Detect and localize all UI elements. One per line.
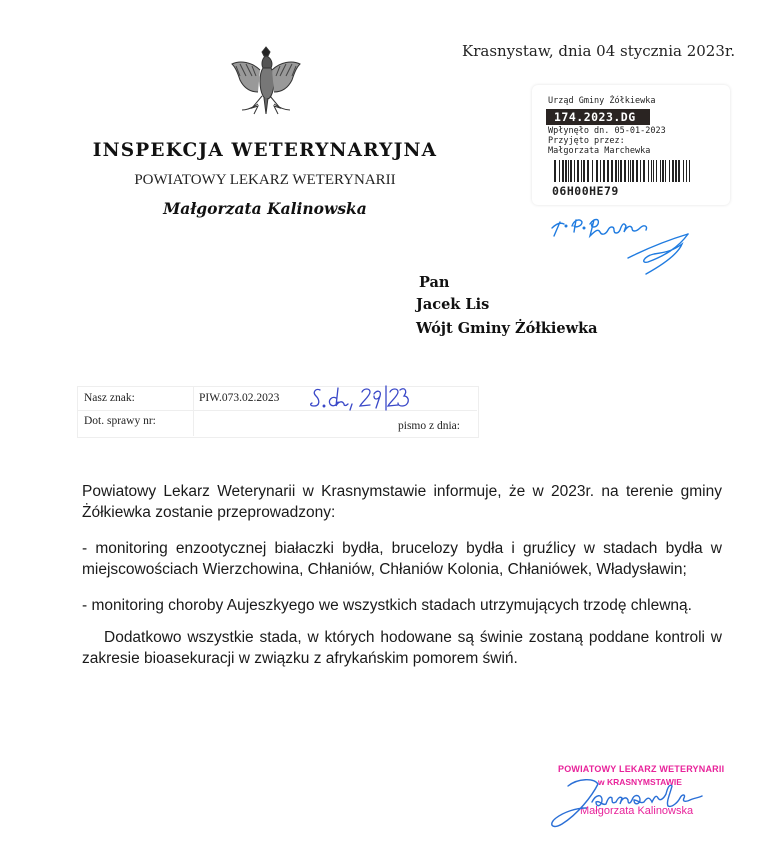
- barcode-bar: [672, 160, 674, 182]
- recipient-salutation: Pan: [419, 274, 450, 291]
- barcode-bar: [583, 160, 585, 182]
- barcode-bar: [574, 160, 575, 182]
- stamp-barcode-code: 06H00HE79: [552, 184, 619, 198]
- signature-icon: [540, 772, 740, 838]
- barcode-bar: [636, 160, 638, 182]
- barcode-bar: [665, 160, 666, 182]
- barcode-bar: [618, 160, 619, 182]
- barcode-bar: [565, 160, 567, 182]
- barcode-bar: [648, 160, 649, 182]
- stamp-received-date: Wpłynęło dn. 05-01-2023: [548, 126, 666, 136]
- barcode-bar: [559, 160, 560, 182]
- barcode-bar: [669, 160, 670, 182]
- handwritten-annotation-signature-icon: [548, 208, 723, 276]
- barcode-bar: [624, 160, 626, 182]
- barcode-bar: [587, 160, 589, 182]
- officer-name: Małgorzata Kalinowska: [163, 199, 367, 218]
- barcode-bar: [640, 160, 641, 182]
- body-paragraph-item-2: - monitoring choroby Aujeszkyego we wszystkich stadach utrzymujących trzodę chlewną.: [82, 597, 692, 614]
- barcode-bar: [683, 160, 684, 182]
- recipient-position: Wójt Gminy Żółkiewka: [416, 320, 598, 337]
- seal-officer-name: Małgorzata Kalinowska: [580, 805, 694, 817]
- barcode-bar: [656, 160, 657, 182]
- barcode-bar: [653, 160, 654, 182]
- table-divider: [193, 386, 194, 436]
- stamp-organization: Urząd Gminy Żółkiewka: [548, 96, 656, 106]
- barcode-icon: [554, 160, 694, 182]
- barcode-bar: [686, 160, 687, 182]
- case-number-label: Dot. sprawy nr:: [84, 415, 156, 427]
- barcode-bar: [689, 160, 690, 182]
- barcode-bar: [675, 160, 677, 182]
- barcode-bar: [651, 160, 652, 182]
- stamp-registry-number: 174.2023.DG: [546, 109, 650, 125]
- body-paragraph-intro: Powiatowy Lekarz Weterynarii w Krasnymstawie informuje, że w 2023r. na terenie gminy Żółkiewka zostanie przeprowadzony:: [82, 483, 722, 521]
- barcode-bar: [596, 160, 598, 182]
- barcode-bar: [577, 160, 579, 182]
- seal-office: POWIATOWY LEKARZ WETERYNARII: [558, 764, 725, 774]
- barcode-bar: [562, 160, 564, 182]
- barcode-bar: [662, 160, 664, 182]
- office-title: POWIATOWY LEKARZ WETERYNARII: [134, 172, 396, 188]
- institution-title: INSPEKCJA WETERYNARYJNA: [92, 140, 438, 161]
- barcode-bar: [678, 160, 680, 182]
- our-ref-label: Nasz znak:: [84, 392, 135, 404]
- polish-eagle-emblem-icon: [228, 44, 304, 126]
- barcode-bar: [615, 160, 617, 182]
- barcode-bar: [568, 160, 569, 182]
- barcode-bar: [603, 160, 605, 182]
- body-paragraph-item-1: - monitoring enzootycznej białaczki bydła, brucelozy bydła i gruźlicy w stadach bydła w miejscowościach Wierzchowina, Chłaniów, Chłaniów Kolonia, Chłaniówek, Władysławin;: [82, 540, 722, 578]
- our-ref-value: PIW.073.02.2023: [199, 392, 280, 404]
- barcode-bar: [620, 160, 622, 182]
- letter-date-label: pismo z dnia:: [398, 420, 460, 432]
- body-paragraph-closing: Dodatkowo wszystkie stada, w których hodowane są świnie zostaną poddane kontroli w zakresie bioasekuracji w związku z afrykańskim pomorem świń.: [82, 629, 722, 667]
- barcode-bar: [600, 160, 601, 182]
- barcode-bar: [632, 160, 634, 182]
- barcode-bar: [630, 160, 631, 182]
- barcode-bar: [611, 160, 613, 182]
- barcode-bar: [592, 160, 593, 182]
- place-date: Krasnystaw, dnia 04 stycznia 2023r.: [462, 42, 736, 60]
- barcode-bar: [643, 160, 645, 182]
- barcode-bar: [628, 160, 629, 182]
- handwritten-reference-icon: [310, 382, 410, 414]
- barcode-bar: [660, 160, 661, 182]
- barcode-bar: [581, 160, 582, 182]
- recipient-name: Jacek Lis: [416, 296, 490, 313]
- table-divider: [77, 410, 477, 411]
- seal-location: w KRASNYMSTAWIE: [598, 777, 682, 787]
- barcode-bar: [554, 160, 556, 182]
- stamp-received-by: Małgorzata Marchewka: [548, 146, 651, 156]
- official-seal: [540, 758, 740, 838]
- barcode-bar: [570, 160, 572, 182]
- registry-stamp: [532, 85, 730, 205]
- stamp-received-by-label: Przyjęto przez:: [548, 136, 625, 146]
- barcode-bar: [607, 160, 609, 182]
